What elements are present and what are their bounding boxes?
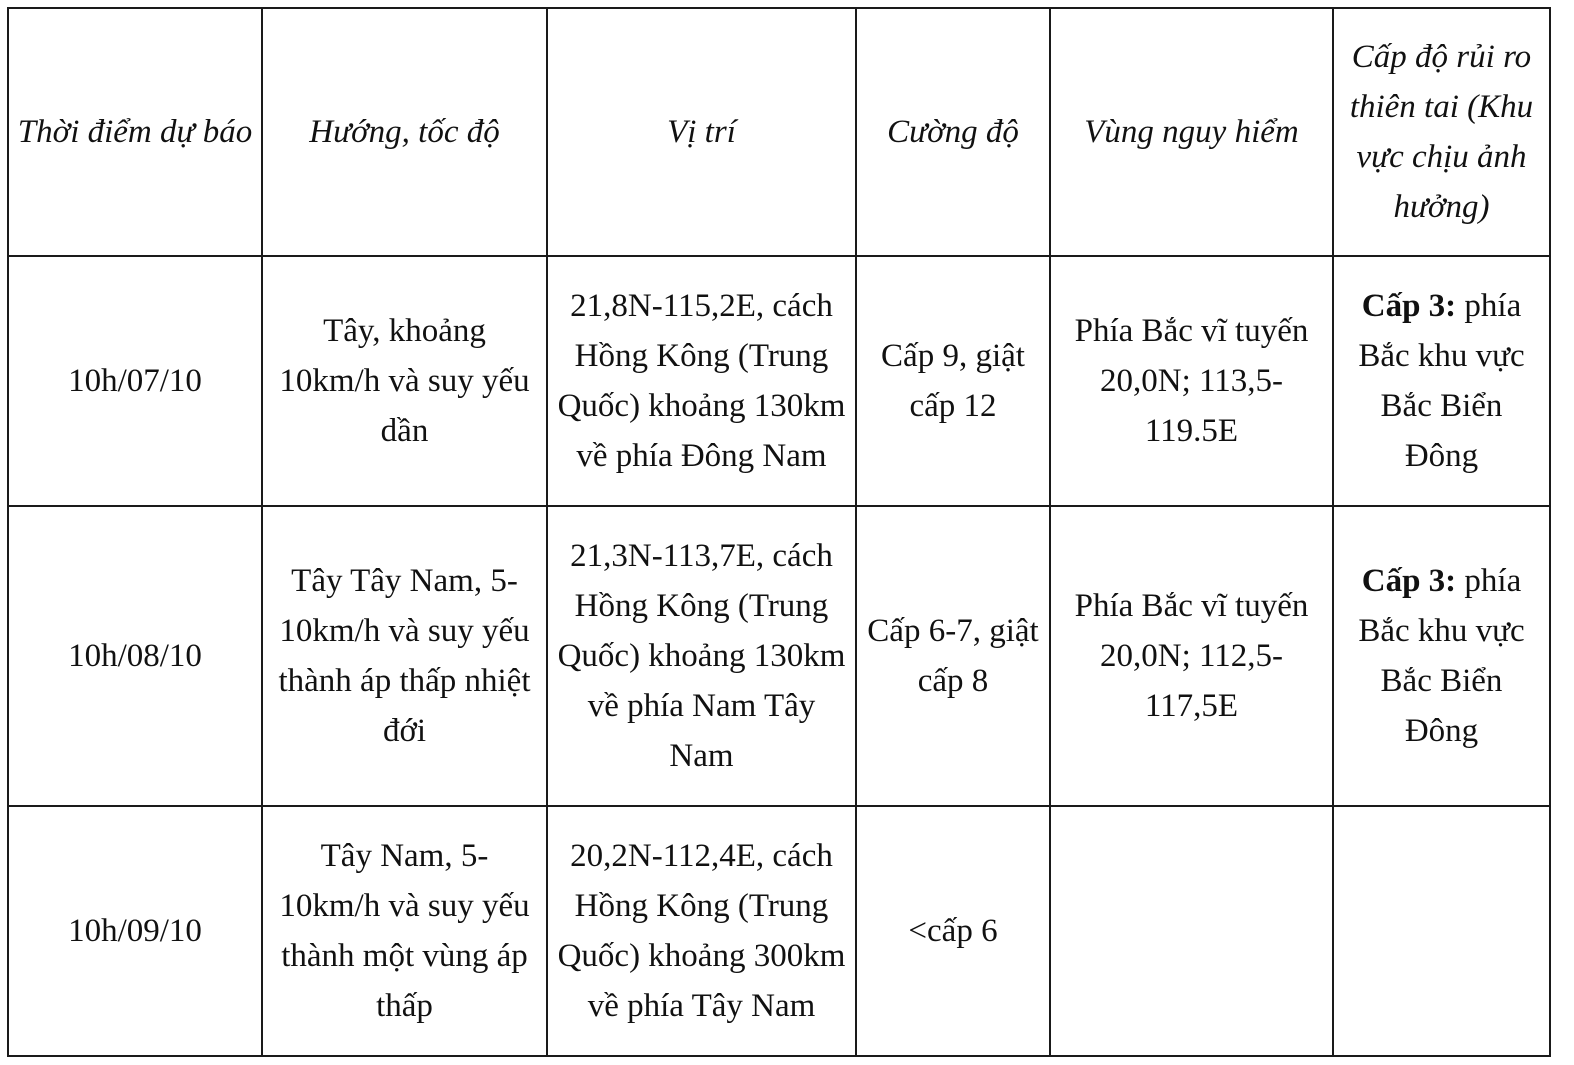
cell-direction: Tây Tây Nam, 5-10km/h và suy yếu thành áp thấp nhiệt đới [262, 506, 547, 806]
risk-level-label: Cấp 3: [1361, 288, 1457, 324]
header-direction: Hướng, tốc độ [262, 8, 547, 256]
cell-time: 10h/09/10 [8, 806, 262, 1056]
risk-level-label: Cấp 3: [1361, 563, 1457, 599]
header-intensity: Cường độ [856, 8, 1050, 256]
header-danger-zone: Vùng nguy hiểm [1050, 8, 1333, 256]
cell-danger-zone: Phía Bắc vĩ tuyến 20,0N; 112,5-117,5E [1050, 506, 1333, 806]
cell-intensity: <cấp 6 [856, 806, 1050, 1056]
cell-risk-level [1333, 256, 1550, 506]
header-risk-level: Cấp độ rủi ro thiên tai (Khu vực chịu ảnh hưởng) [1333, 8, 1550, 256]
cell-risk-level [1333, 506, 1550, 806]
risk-level-area: phía Bắc khu vực Bắc Biển Đông [1358, 288, 1525, 474]
table-header-row [8, 8, 1550, 256]
table-row [8, 806, 1550, 1056]
cell-intensity: Cấp 6-7, giật cấp 8 [856, 506, 1050, 806]
cell-position: 21,3N-113,7E, cách Hồng Kông (Trung Quốc) khoảng 130km về phía Nam Tây Nam [547, 506, 856, 806]
cell-time: 10h/08/10 [8, 506, 262, 806]
cell-direction: Tây, khoảng 10km/h và suy yếu dần [262, 256, 547, 506]
header-time: Thời điểm dự báo [8, 8, 262, 256]
cell-position: 21,8N-115,2E, cách Hồng Kông (Trung Quốc) khoảng 130km về phía Đông Nam [547, 256, 856, 506]
table-row [8, 256, 1550, 506]
cell-direction: Tây Nam, 5-10km/h và suy yếu thành một vùng áp thấp [262, 806, 547, 1056]
cell-danger-zone: Phía Bắc vĩ tuyến 20,0N; 113,5-119.5E [1050, 256, 1333, 506]
cell-risk-level [1333, 806, 1550, 1056]
forecast-table [7, 7, 1551, 1057]
header-position: Vị trí [547, 8, 856, 256]
cell-intensity: Cấp 9, giật cấp 12 [856, 256, 1050, 506]
risk-level-area: phía Bắc khu vực Bắc Biển Đông [1358, 563, 1525, 749]
cell-position: 20,2N-112,4E, cách Hồng Kông (Trung Quốc) khoảng 300km về phía Tây Nam [547, 806, 856, 1056]
cell-time: 10h/07/10 [8, 256, 262, 506]
cell-danger-zone [1050, 806, 1333, 1056]
table-row [8, 506, 1550, 806]
